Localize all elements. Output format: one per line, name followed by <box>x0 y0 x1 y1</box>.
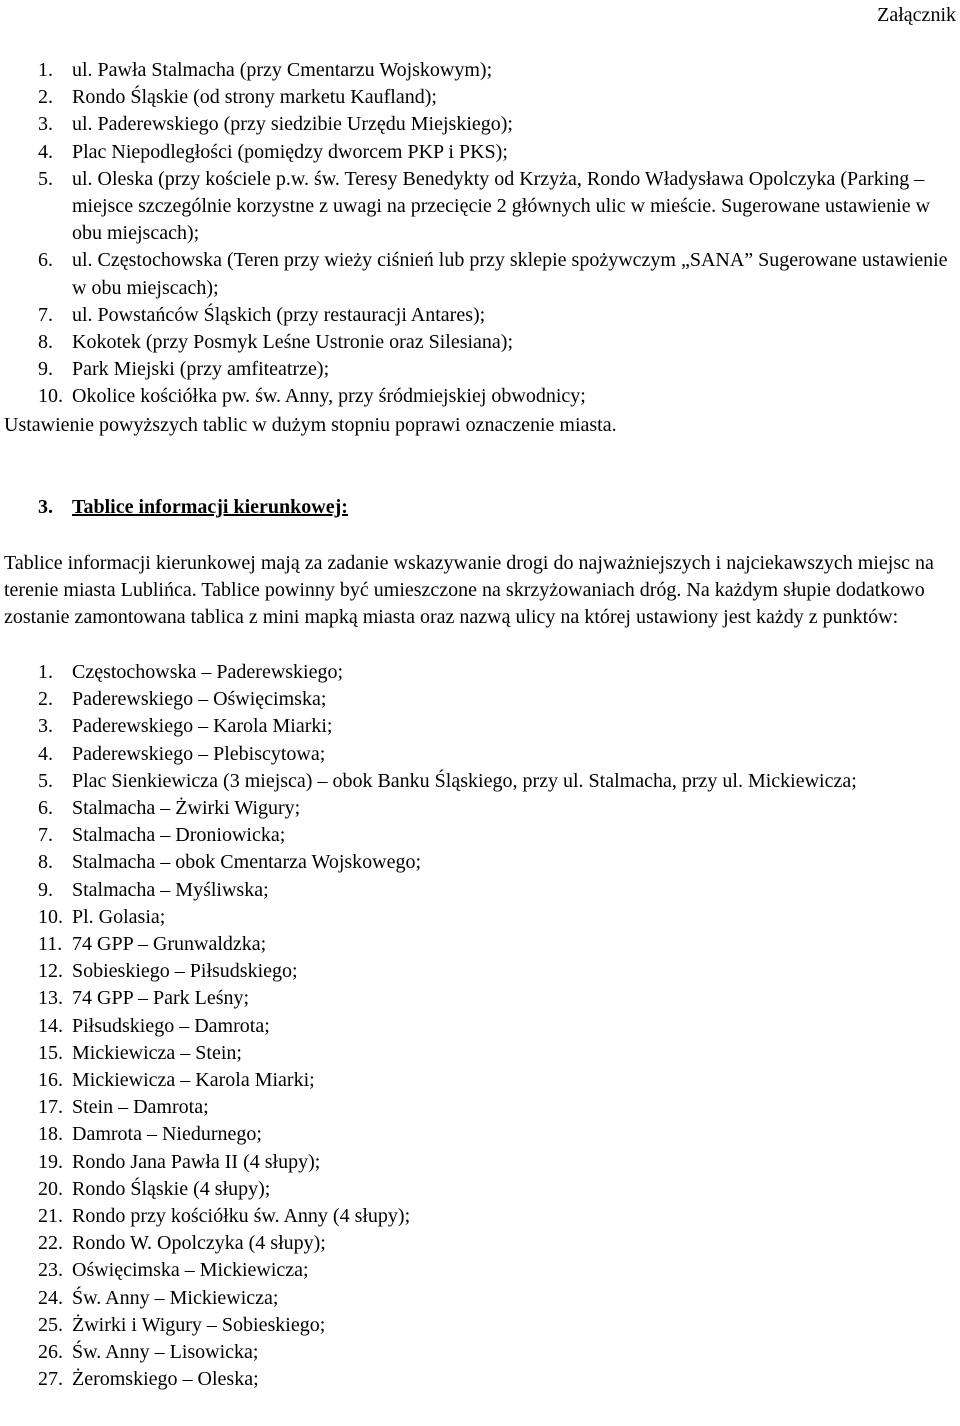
list-item-text: ul. Paderewskiego (przy siedzibie Urzędu Miejskiego); <box>72 113 513 136</box>
list-item-number: 10. <box>38 385 63 408</box>
list-item <box>38 1230 956 1257</box>
list-item-text: Stalmacha – Droniowicka; <box>72 824 286 847</box>
list-item-number: 3. <box>38 113 53 136</box>
list-item <box>38 849 956 876</box>
list-item-number: 20. <box>38 1177 63 1200</box>
list-item-number: 24. <box>38 1286 63 1309</box>
list-item-number: 12. <box>38 960 63 983</box>
list-item <box>38 822 956 849</box>
list-item-text: ul. Powstańców Śląskich (przy restauracji Antares); <box>72 303 486 326</box>
list-item <box>38 84 956 111</box>
list-item <box>38 795 956 822</box>
list-item <box>38 985 956 1012</box>
list-item-text: Pl. Golasia; <box>72 905 166 928</box>
list-item-number: 21. <box>38 1205 63 1228</box>
list-item-number: 3. <box>38 715 53 738</box>
list-item-number: 19. <box>38 1150 63 1173</box>
list-item-number: 4. <box>38 742 53 765</box>
list-item <box>38 1149 956 1176</box>
list-item <box>38 1067 956 1094</box>
list-item-number: 5. <box>38 167 53 190</box>
list-item <box>38 329 956 356</box>
section-number: 3. <box>38 496 53 518</box>
list-item <box>38 1285 956 1312</box>
list-item-text: Kokotek (przy Posmyk Leśne Ustronie oraz Silesiana); <box>72 331 514 354</box>
list-item <box>38 111 956 138</box>
list-item <box>38 1013 956 1040</box>
list-item <box>38 931 956 958</box>
list-item-text: Okolice kościółka pw. św. Anny, przy śródmiejskiej obwodnicy; <box>72 385 586 408</box>
list-item-text: 74 GPP – Park Leśny; <box>72 987 250 1010</box>
attachment-label: Załącznik <box>877 4 956 26</box>
list-item-number: 1. <box>38 59 53 81</box>
list-item <box>38 1094 956 1121</box>
list-item-number: 8. <box>38 331 53 354</box>
list-item <box>38 356 956 383</box>
list-item-text: Stalmacha – Myśliwska; <box>72 878 269 901</box>
list-item <box>38 958 956 985</box>
list-item <box>38 741 956 768</box>
list-item-number: 17. <box>38 1096 63 1119</box>
list-item <box>38 1366 956 1393</box>
list-item-text: Paderewskiego – Plebiscytowa; <box>72 742 326 765</box>
list-item-text: Stalmacha – obok Cmentarza Wojskowego; <box>72 851 422 874</box>
list-item-text: Paderewskiego – Karola Miarki; <box>72 715 333 738</box>
list-item <box>38 247 956 301</box>
list-item <box>38 659 956 686</box>
list-item-number: 18. <box>38 1123 63 1146</box>
list-item-text: Rondo Jana Pawła II (4 słupy); <box>72 1150 321 1173</box>
list-item-text: Rondo W. Opolczyka (4 słupy); <box>72 1232 326 1255</box>
section-heading <box>38 494 348 521</box>
section-paragraph: Tablice informacji kierunkowej mają za zadanie wskazywanie drogi do najważniejszych i najciekawszych miejsc na terenie miasta Lublińca. Tablice powinny być umieszczone na skrzyżowaniach dróg. Na każdym słupie dodatkowo zostanie zamontowana tablica z mini mapką miasta oraz nazwą ulicy na której ustawiony jest każdy z punktów: <box>4 552 934 629</box>
list-item-text: Oświęcimska – Mickiewicza; <box>72 1259 309 1282</box>
list-item <box>38 713 956 740</box>
list-item-text: Stein – Damrota; <box>72 1096 209 1119</box>
list-item-text: Rondo przy kościółku św. Anny (4 słupy); <box>72 1205 411 1228</box>
list-item-text: Sobieskiego – Piłsudskiego; <box>72 960 298 983</box>
list-item-number: 23. <box>38 1259 63 1282</box>
list-item <box>38 904 956 931</box>
list-item-number: 13. <box>38 987 63 1010</box>
list-item-number: 26. <box>38 1341 63 1364</box>
list-item-text: Damrota – Niedurnego; <box>72 1123 262 1146</box>
list-item-number: 22. <box>38 1232 63 1255</box>
list-item-text: ul. Oleska (przy kościele p.w. św. Teresy Benedykty od Krzyża, Rondo Władysława Opolczyka (Parking – miejsce szczególnie korzystne z uwagi na przecięcie 2 głównych ulic w mieście. Sugerowane ustawienie w obu miejscach); <box>72 167 931 245</box>
list-item-number: 2. <box>38 688 53 711</box>
list-item-number: 5. <box>38 769 53 792</box>
list-item-text: Paderewskiego – Oświęcimska; <box>72 688 327 711</box>
list-item-text: Żwirki i Wigury – Sobieskiego; <box>72 1313 326 1336</box>
list-item-number: 11. <box>38 933 63 956</box>
list-item-text: ul. Częstochowska (Teren przy wieży ciśnień lub przy sklepie spożywczym „SANA” Sugerowane ustawienie w obu miejscach); <box>72 249 948 299</box>
list-item-number: 8. <box>38 851 53 874</box>
list-item-text: Częstochowska – Paderewskiego; <box>72 661 344 683</box>
list-item <box>38 686 956 713</box>
list-item <box>38 1257 956 1284</box>
list-item-number: 9. <box>38 358 53 381</box>
list-item <box>38 1339 956 1366</box>
list-item-number: 2. <box>38 86 53 109</box>
list-item-number: 14. <box>38 1014 63 1037</box>
list-item <box>38 302 956 329</box>
list-item-text: Mickiewicza – Stein; <box>72 1041 242 1064</box>
list-item-text: Piłsudskiego – Damrota; <box>72 1014 270 1037</box>
list-item-text: Stalmacha – Żwirki Wigury; <box>72 797 301 820</box>
list-item-text: Rondo Śląskie (4 słupy); <box>72 1177 271 1200</box>
list-item-number: 1. <box>38 661 53 683</box>
list-item-text: Rondo Śląskie (od strony marketu Kaufland); <box>72 86 437 109</box>
section-title: Tablice informacji kierunkowej: <box>72 496 348 518</box>
intersections-list <box>38 659 956 1393</box>
list-item <box>38 1176 956 1203</box>
list-item-text: Żeromskiego – Oleska; <box>72 1368 259 1391</box>
list-item-text: Św. Anny – Lisowicka; <box>72 1341 259 1364</box>
list-item <box>38 1203 956 1230</box>
list-item-text: Plac Sienkiewicza (3 miejsca) – obok Banku Śląskiego, przy ul. Stalmacha, przy ul. Mickiewicza; <box>72 769 857 792</box>
list-item-number: 4. <box>38 140 53 163</box>
list-item <box>38 57 956 84</box>
list-item-number: 7. <box>38 303 53 326</box>
list-item-number: 16. <box>38 1069 63 1092</box>
list-item-text: Mickiewicza – Karola Miarki; <box>72 1069 315 1092</box>
sign-locations-list <box>38 57 956 411</box>
list-item-text: 74 GPP – Grunwaldzka; <box>72 933 267 956</box>
list-item <box>38 1040 956 1067</box>
list-item-number: 15. <box>38 1041 63 1064</box>
list-item-text: ul. Pawła Stalmacha (przy Cmentarzu Wojskowym); <box>72 59 493 81</box>
list-item-number: 9. <box>38 878 53 901</box>
list-item <box>38 877 956 904</box>
list-item-number: 6. <box>38 797 53 820</box>
list-item-number: 6. <box>38 249 53 272</box>
list-item-text: Park Miejski (przy amfiteatrze); <box>72 358 330 381</box>
list-item <box>38 768 956 795</box>
list-item <box>38 166 956 248</box>
list-item <box>38 1121 956 1148</box>
list-item-number: 10. <box>38 905 63 928</box>
list-item <box>38 1312 956 1339</box>
list-item-number: 27. <box>38 1368 63 1391</box>
list-item-text: Plac Niepodległości (pomiędzy dworcem PKP i PKS); <box>72 140 508 163</box>
list-item <box>38 383 956 410</box>
list-item-text: Św. Anny – Mickiewicza; <box>72 1286 279 1309</box>
list-item-number: 25. <box>38 1313 63 1336</box>
closing-sentence: Ustawienie powyższych tablic w dużym stopniu poprawi oznaczenie miasta. <box>4 414 617 436</box>
list-item-number: 7. <box>38 824 53 847</box>
list-item <box>38 139 956 166</box>
